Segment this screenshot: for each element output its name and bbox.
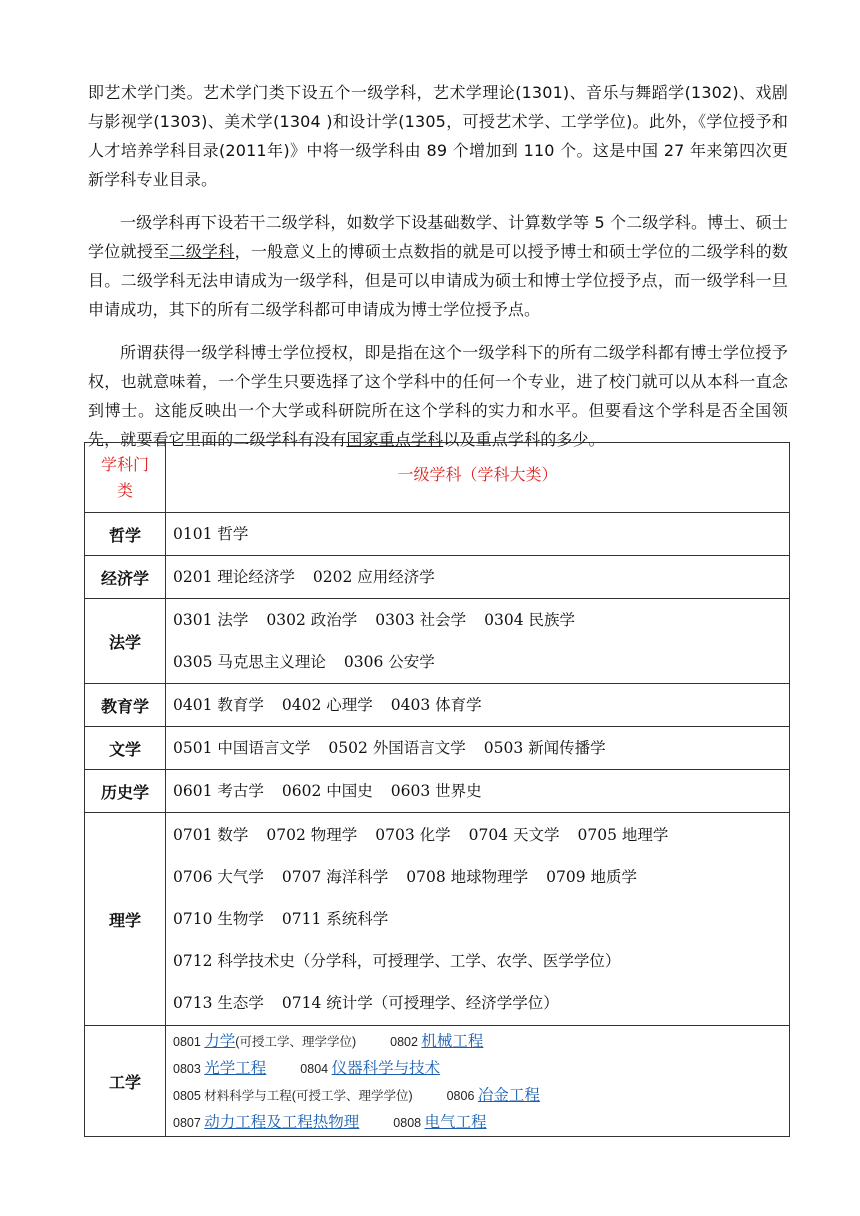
- subject-item: 0711 系统科学: [281, 910, 389, 928]
- subject-item: 0603 世界史: [390, 782, 482, 800]
- subject-item: 0709 地质学: [546, 868, 637, 886]
- subjects-cell: [166, 599, 790, 684]
- table-row: [85, 727, 790, 770]
- subject-item: 0301 法学: [173, 611, 249, 629]
- paragraph-secondary-subjects: [88, 208, 788, 324]
- subject-line: [173, 599, 789, 641]
- subject-line: [173, 940, 789, 982]
- paragraph-intro: [88, 78, 788, 194]
- subject-line: [173, 1082, 789, 1109]
- subject-item: 0303 社会学: [375, 611, 467, 629]
- category-cell: 理学: [85, 813, 166, 1026]
- table-body: [85, 513, 790, 1137]
- table-row: [85, 513, 790, 556]
- subject-line: [173, 982, 789, 1024]
- paragraph-intro-text: 即艺术学门类。艺术学门类下设五个一级学科，艺术学理论(1301)、音乐与舞蹈学(1302)、戏剧与影视学(1303)、美术学(1304 )和设计学(1305，可授艺术学、工学学位)。此外，《学位授予和人才培养学科目录(2011年)》中将一级学科由 89 个增加到 110 个。这是中国 27 年来第四次更新学科专业目录。: [88, 83, 788, 189]
- paragraph-text: 一级学科再下设若干二级学科，如数学下设基础数学、计算数学等 5 个二级学科。博士、硕士学位就授至: [88, 213, 788, 261]
- subject-item: 0602 中国史: [281, 782, 373, 800]
- subject-line: [173, 1028, 789, 1055]
- subject-item: 0202 应用经济学: [312, 568, 435, 586]
- subject-code: 0808: [393, 1116, 425, 1130]
- table-row: [85, 599, 790, 684]
- subject-item: 0708 地球物理学: [406, 868, 529, 886]
- subject-item: 0306 公安学: [343, 653, 435, 671]
- subject-line: [173, 770, 789, 812]
- table-row: [85, 556, 790, 599]
- subject-code: 0805: [173, 1089, 205, 1103]
- subjects-cell: [166, 684, 790, 727]
- subject-item: 0707 海洋科学: [281, 868, 389, 886]
- subjects-cell: [166, 813, 790, 1026]
- subject-line: [173, 684, 789, 726]
- table-row: [85, 813, 790, 1026]
- category-cell: 历史学: [85, 770, 166, 813]
- subject-line: [173, 1109, 789, 1136]
- subject-code: 0807: [173, 1116, 205, 1130]
- subjects-cell: [166, 1026, 790, 1137]
- subject-link[interactable]: 力学: [204, 1032, 236, 1050]
- subject-code: 0804: [300, 1062, 332, 1076]
- subject-note: 材料科学与工程(可授工学、理学学位): [204, 1089, 413, 1103]
- category-cell: 法学: [85, 599, 166, 684]
- subject-item: 0302 政治学: [266, 611, 358, 629]
- subject-link[interactable]: 电气工程: [424, 1113, 487, 1131]
- table-row: [85, 684, 790, 727]
- national-key-subject-link[interactable]: 国家重点学科: [346, 430, 444, 449]
- subject-item: 0304 民族学: [484, 611, 575, 629]
- subject-item: 0401 教育学: [173, 696, 264, 714]
- subject-item: 0501 中国语言文学: [173, 739, 311, 757]
- subject-item: 0705 地理学: [577, 826, 669, 844]
- subject-item: 0704 天文学: [468, 826, 560, 844]
- subject-line: [173, 1055, 789, 1082]
- subject-link[interactable]: 机械工程: [421, 1032, 484, 1050]
- document-body: [88, 78, 788, 468]
- subjects-cell: [166, 727, 790, 770]
- subject-link[interactable]: 光学工程: [204, 1059, 267, 1077]
- subject-link[interactable]: 动力工程及工程热物理: [204, 1113, 360, 1131]
- subjects-cell: [166, 770, 790, 813]
- subject-line: [173, 814, 789, 856]
- subjects-cell: [166, 513, 790, 556]
- subject-catalog-table: [84, 442, 790, 1137]
- subject-line: [173, 513, 789, 555]
- category-cell: 工学: [85, 1026, 166, 1137]
- subject-item: 0710 生物学: [173, 910, 264, 928]
- subject-item: 0701 数学: [173, 826, 249, 844]
- header-category-label: 学科门: [100, 454, 149, 474]
- subject-item: 0201 理论经济学: [173, 568, 295, 586]
- subject-item: 0402 心理学: [281, 696, 373, 714]
- header-main-label: 一级学科（学科大类）: [397, 465, 558, 484]
- subject-note: (可授工学、理学学位): [235, 1035, 357, 1049]
- header-category-label-cont: 类: [116, 480, 133, 500]
- paragraph-doctoral-authorization: [88, 338, 788, 454]
- subject-link[interactable]: 仪器科学与技术: [331, 1059, 441, 1077]
- subject-item: 0503 新闻传播学: [483, 739, 606, 757]
- paragraph-text: 以及重点学科的多少。: [443, 430, 605, 449]
- category-cell: 文学: [85, 727, 166, 770]
- table-row: [85, 770, 790, 813]
- subject-line: [173, 898, 789, 940]
- subject-code: 0806: [446, 1089, 478, 1103]
- subject-item: 0703 化学: [375, 826, 451, 844]
- category-cell: 哲学: [85, 513, 166, 556]
- table-header-row: [85, 443, 790, 513]
- header-main-cell: [166, 443, 790, 513]
- paragraph-text: 所谓获得一级学科博士学位授权，即是指在这个一级学科下的所有二级学科都有博士学位授予权，也就意味着，一个学生只要选择了这个学科中的任何一个专业，进了校门就可以从本科一直念到博士。这能反映出一个大学或科研院所在这个学科的实力和水平。但要看这个学科是否全国领先，就要看它里面的二级学科有没有: [88, 343, 788, 449]
- subject-line: [173, 856, 789, 898]
- subject-line: [173, 556, 789, 598]
- subject-item: 0502 外国语言文学: [328, 739, 466, 757]
- subject-code: 0802: [390, 1035, 422, 1049]
- subject-link[interactable]: 冶金工程: [477, 1086, 540, 1104]
- table-row: [85, 1026, 790, 1137]
- category-cell: 教育学: [85, 684, 166, 727]
- subject-item: 0305 马克思主义理论: [173, 653, 326, 671]
- subject-item: 0601 考古学: [173, 782, 264, 800]
- secondary-subject-link[interactable]: 二级学科: [169, 242, 235, 261]
- subject-item: 0101 哲学: [173, 525, 249, 543]
- subject-code: 0801: [173, 1035, 205, 1049]
- subject-code: 0803: [173, 1062, 205, 1076]
- subject-item: 0403 体育学: [390, 696, 482, 714]
- header-category-cell: [85, 443, 166, 513]
- subject-item: 0712 科学技术史（分学科，可授理学、工学、农学、医学学位）: [173, 952, 621, 970]
- paragraph-text: ，一般意义上的博硕士点数指的就是可以授予博士和硕士学位的二级学科的数目。二级学科无法申请成为一级学科，但是可以申请成为硕士和博士学位授予点，而一级学科一旦申请成功，其下的所有二级学科都可申请成为博士学位授予点。: [88, 242, 788, 319]
- subject-line: [173, 641, 789, 683]
- subjects-cell: [166, 556, 790, 599]
- category-cell: 经济学: [85, 556, 166, 599]
- subject-item: 0706 大气学: [173, 868, 264, 886]
- subject-item: 0714 统计学（可授理学、经济学学位）: [281, 994, 559, 1012]
- subject-item: 0702 物理学: [266, 826, 358, 844]
- subject-item: 0713 生态学: [173, 994, 264, 1012]
- subject-line: [173, 727, 789, 769]
